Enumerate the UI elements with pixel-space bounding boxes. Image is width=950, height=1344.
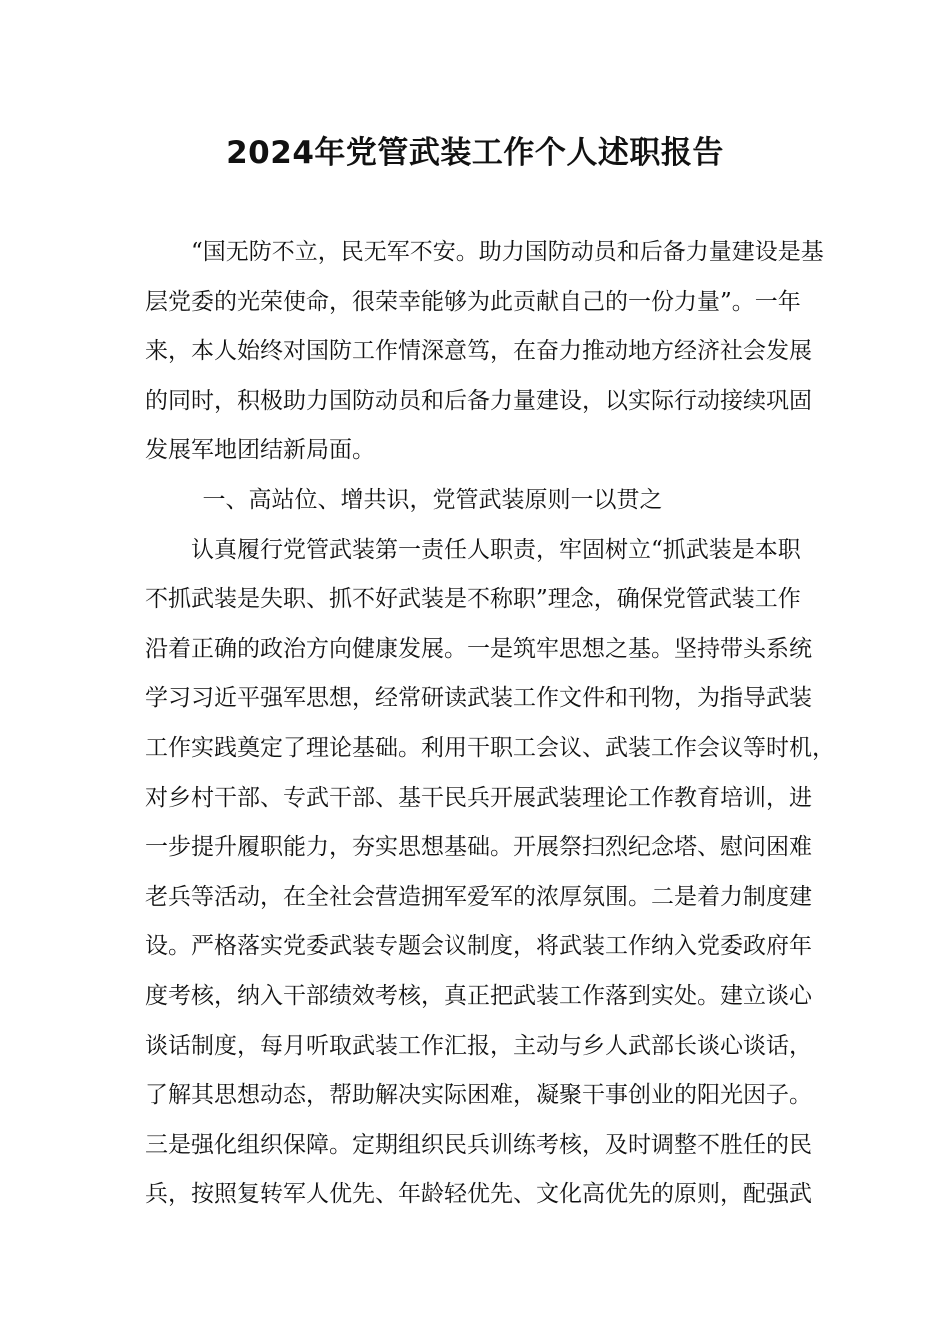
document-body bbox=[145, 228, 835, 1220]
document-title: 2024年党管武装工作个人述职报告 bbox=[226, 135, 724, 171]
section-1-paragraph: 认真履行党管武装第一责任人职责，牢固树立“抓武装是本职 不抓武装是失职、抓不好武装是不称职”理念，确保党管武装工作 沿着正确的政治方向健康发展。一是筑牢思想之基。坚持带头系统 学习习近平强军思想，经常研读武装工作文件和刊物，为指导武装 工作实践奠定了理论基础。利用干职工会议、武装工作会议等时机， 对乡村干部、专武干部、基干民兵开展武装理论工作教育培训，进 一步提升履职能力，夯实思想基础。开展祭扫烈纪念塔、慰问困难 老兵等活动，在全社会营造拥军爱军的浓厚氛围。二是着力制度建 设。严格落实党委武装专题会议制度，将武装工作纳入党委政府年 度考核，纳入干部绩效考核，真正把武装工作落到实处。建立谈心 谈话制度，每月听取武装工作汇报，主动与乡人武部长谈心谈话， 了解其思想动态，帮助解决实际困难，凝聚干事创业的阳光因子。 三是强化组织保障。定期组织民兵训练考核，及时调整不胜任的民 兵，按照复转军人优先、年龄轻优先、文化高优先的原则，配强武 bbox=[145, 536, 835, 1208]
section-heading-1: 一、高站位、增共识，党管武装原则一以贯之 bbox=[202, 486, 663, 513]
intro-paragraph: “国无防不立，民无军不安。助力国防动员和后备力量建设是基 层党委的光荣使命，很荣幸能够为此贡献自己的一份力量”。一年 来，本人始终对国防工作情深意笃，在奋力推动地方经济社会发展 的同时，积极助力国防动员和后备力量建设，以实际行动接续巩固 发展军地团结新局面。 bbox=[145, 239, 824, 464]
